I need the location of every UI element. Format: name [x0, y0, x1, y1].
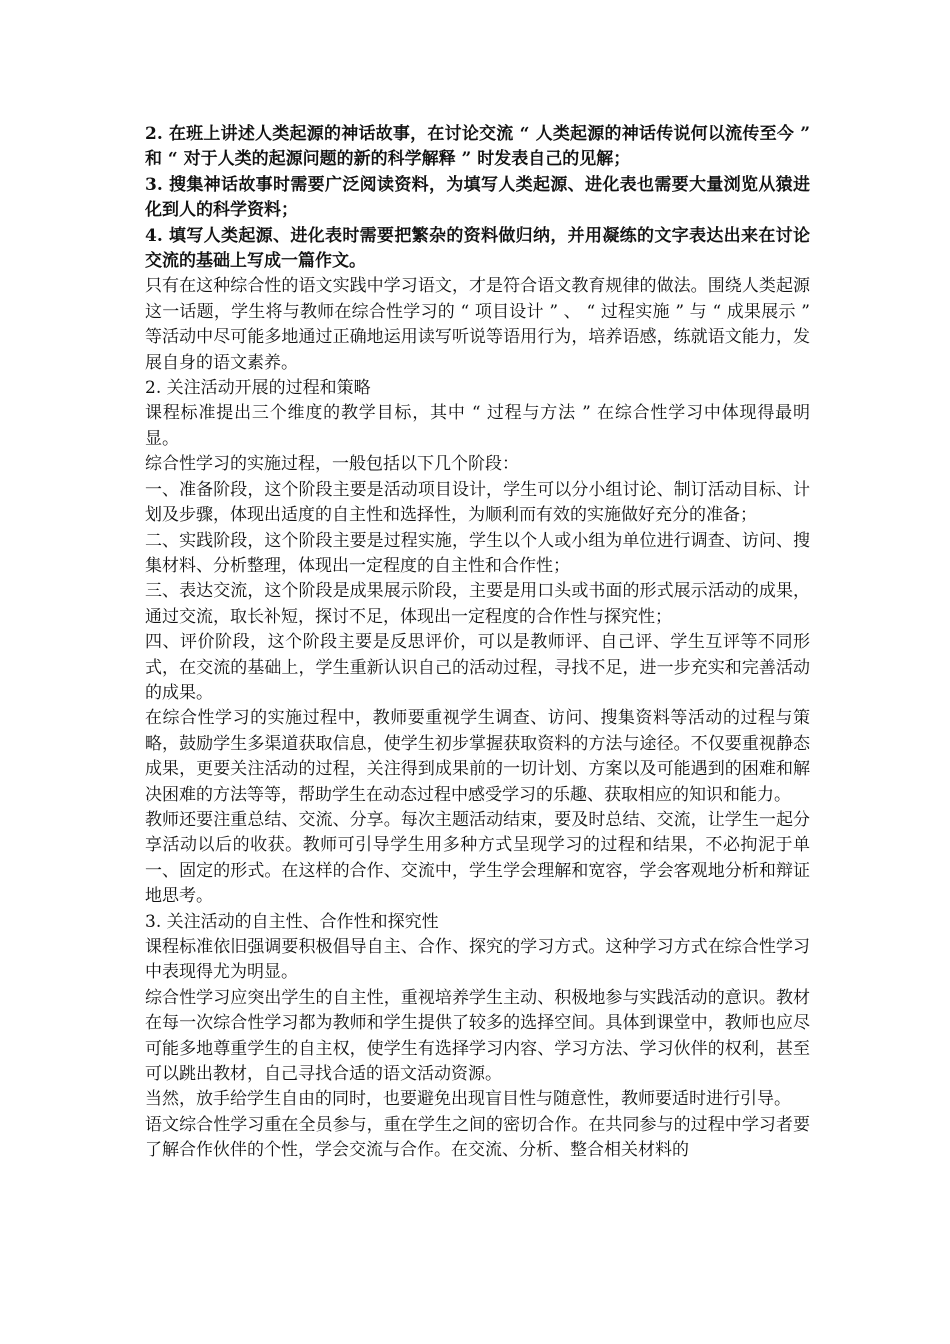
paragraph: 综合性学习应突出学生的自主性，重视培养学生主动、积极地参与实践活动的意识。教材在每一次综合性学习都为教师和学生提供了较多的选择空间。具体到课堂中，教师也应尽可能多地尊重学生的自主权，使学生有选择学习内容、学习方法、学习伙伴的权利，甚至可以跳出教材，自己寻找合适的语文活动资源。 [145, 987, 810, 1085]
paragraph: 教师还要注重总结、交流、分享。每次主题活动结束，要及时总结、交流，让学生一起分享活动以后的收获。教师可引导学生用多种方式呈现学习的过程和结果，不必拘泥于单一、固定的形式。在这样的合作、交流中，学生学会理解和宽容，学会客观地分析和辩证地思考。 [145, 809, 810, 907]
stage-item-practice: 二、实践阶段，这个阶段主要是过程实施，学生以个人或小组为单位进行调查、访问、搜集材料、分析整理，体现出一定程度的自主性和合作性； [145, 530, 810, 576]
paragraph-item-4: 4. 填写人类起源、进化表时需要把繁杂的资料做归纳，并用凝练的文字表达出来在讨论交流的基础上写成一篇作文。 [145, 225, 810, 272]
section-heading-3: 3. 关注活动的自主性、合作性和探究性 [145, 911, 439, 932]
paragraph-summary: 只有在这种综合性的语文实践中学习语文，才是符合语文教育规律的做法。围绕人类起源这一话题，学生将与教师在综合性学习的 “ 项目设计 ” 、 “ 过程实施 ” 与 “ 成果展示 ” 等活动中尽可能多地通过正确地运用读写听说等语用行为，培养语感，练就语文能力，发展自身的语文素养。 [145, 276, 810, 373]
paragraph: 综合性学习的实施过程，一般包括以下几个阶段： [145, 454, 519, 475]
stage-item-express: 三、表达交流，这个阶段是成果展示阶段，主要是用口头或书面的形式展示活动的成果，通过交流，取长补短，探讨不足，体现出一定程度的合作性与探究性； [145, 581, 810, 627]
paragraph-item-3: 3. 搜集神话故事时需要广泛阅读资料，为填写人类起源、进化表也需要大量浏览从猿进化到人的科学资料； [145, 174, 810, 221]
stage-item-evaluate: 四、评价阶段，这个阶段主要是反思评价，可以是教师评、自己评、学生互评等不同形式，在交流的基础上，学生重新认识自己的活动过程，寻找不足，进一步充实和完善活动的成果。 [145, 632, 810, 703]
section-heading-2: 2. 关注活动开展的过程和策略 [145, 378, 371, 399]
paragraph: 当然，放手给学生自由的同时，也要避免出现盲目性与随意性，教师要适时进行引导。 [145, 1089, 791, 1110]
paragraph-item-2: 2. 在班上讲述人类起源的神话故事，在讨论交流 “ 人类起源的神话传说何以流传至今 ” 和 “ 对于人类的起源问题的新的科学解释 ” 时发表自己的见解； [145, 124, 810, 170]
paragraph: 语文综合性学习重在全员参与，重在学生之间的密切合作。在共同参与的过程中学习者要了解合作伙伴的个性，学会交流与合作。在交流、分析、整合相关材料的 [145, 1114, 810, 1161]
document-body [145, 122, 810, 1164]
stage-item-prepare: 一、准备阶段，这个阶段主要是活动项目设计，学生可以分小组讨论、制订活动目标、计划及步骤，体现出适度的自主性和选择性，为顺利而有效的实施做好充分的准备； [145, 479, 810, 526]
paragraph: 在综合性学习的实施过程中，教师要重视学生调查、访问、搜集资料等活动的过程与策略，鼓励学生多渠道获取信息，使学生初步掌握获取资料的方法与途径。不仅要重视静态成果，更要关注活动的过程，关注得到成果前的一切计划、方案以及可能遇到的困难和解决困难的方法等等，帮助学生在动态过程中感受学习的乐趣、获取相应的知识和能力。 [145, 708, 810, 805]
paragraph: 课程标准提出三个维度的教学目标，其中 “ 过程与方法 ” 在综合性学习中体现得最明显。 [145, 403, 810, 449]
paragraph: 课程标准依旧强调要积极倡导自主、合作、探究的学习方式。这种学习方式在综合性学习中表现得尤为明显。 [145, 937, 810, 983]
